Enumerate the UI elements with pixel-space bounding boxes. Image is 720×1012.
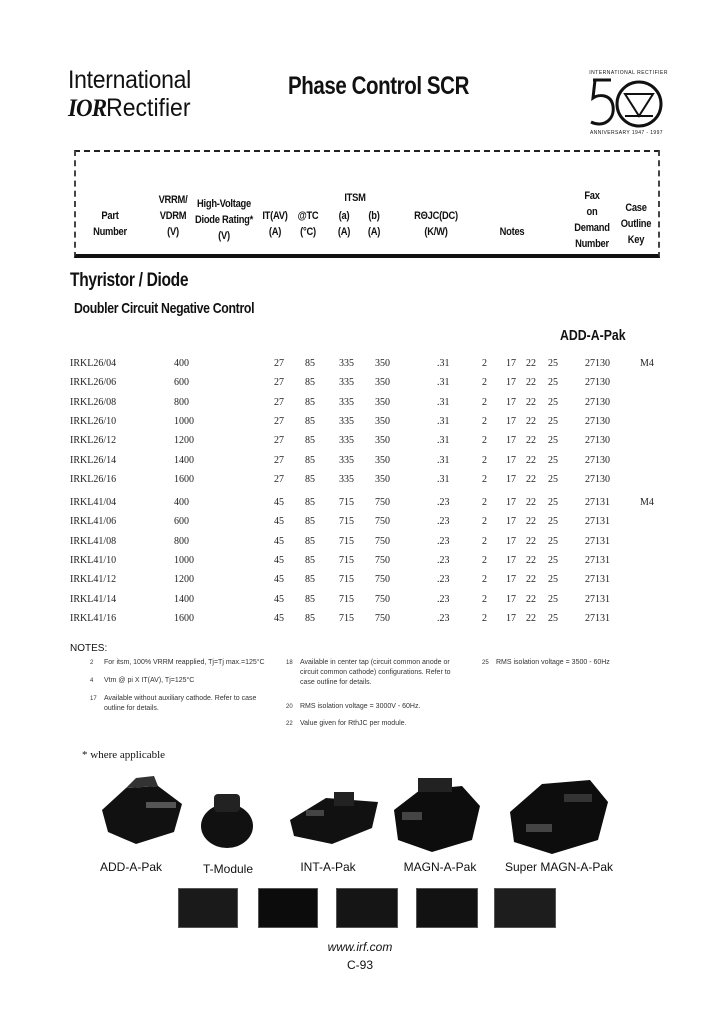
cell-note-ref-1: 2 [482,497,487,508]
cell-itsm-a: 335 [339,377,354,389]
cell-note-ref-1: 2 [482,535,487,547]
int-a-pak-module-image [286,786,382,850]
cell-itsm-b: 350 [375,454,390,466]
cell-note-ref-1: 2 [482,454,487,466]
cell-note-ref-3: 22 [526,612,536,624]
cell-note-ref-3: 22 [526,415,536,427]
cell-tc: 85 [305,593,315,605]
section-subtitle: Doubler Circuit Negative Control [74,300,255,317]
cell-note-ref-2: 17 [506,516,516,528]
cell-it-av: 27 [274,358,284,369]
cell-fax-number: 27131 [585,516,610,528]
col-header-vrrm: VRRM/ VDRM (V) [158,194,188,238]
cell-itsm-a: 335 [339,473,354,485]
cell-itsm-a: 335 [339,415,354,427]
cell-rth-jc: .31 [437,396,450,408]
cell-fax-number: 27130 [585,435,610,447]
product-thumbnail-3 [336,888,398,928]
cell-part-number: IRKL26/08 [70,396,117,408]
cell-fax-number: 27131 [585,535,610,547]
cell-it-av: 45 [274,574,284,586]
cell-fax-number: 27131 [585,497,610,508]
cell-rth-jc: .23 [437,612,450,624]
cell-tc: 85 [305,497,315,508]
cell-tc: 85 [305,415,315,427]
cell-note-ref-4: 25 [548,396,558,408]
cell-itsm-a: 715 [339,516,354,528]
cell-tc: 85 [305,554,315,566]
cell-it-av: 45 [274,535,284,547]
cell-note-ref-3: 22 [526,554,536,566]
cell-part-number: IRKL26/04 [70,358,117,369]
table-row [0,416,720,435]
cell-it-av: 27 [274,415,284,427]
cell-part-number: IRKL41/08 [70,535,117,547]
where-applicable-footnote: * where applicable [82,749,166,761]
cell-note-ref-4: 25 [548,377,558,389]
table-row [0,397,720,416]
cell-note-ref-3: 22 [526,535,536,547]
product-label-magn-a-pak: MAGN-A-Pak [403,860,477,874]
cell-tc: 85 [305,473,315,485]
cell-tc: 85 [305,535,315,547]
cell-note-ref-4: 25 [548,574,558,586]
cell-it-av: 27 [274,396,284,408]
cell-fax-number: 27130 [585,415,610,427]
cell-itsm-b: 750 [375,574,390,586]
footer-website-link[interactable]: www.irf.com [327,940,393,954]
cell-itsm-b: 350 [375,396,390,408]
cell-note-ref-1: 2 [482,358,487,369]
cell-vrrm: 1000 [174,415,194,427]
table-row [0,574,720,593]
cell-tc: 85 [305,454,315,466]
cell-note-ref-4: 25 [548,612,558,624]
cell-note-ref-2: 17 [506,358,516,369]
cell-note-ref-3: 22 [526,574,536,586]
cell-note-ref-2: 17 [506,497,516,508]
table-row [0,516,720,535]
cell-part-number: IRKL41/16 [70,612,117,624]
col-header-hv-diode: High-Voltage Diode Rating* (V) [195,198,253,242]
col-header-part: Part Number [93,210,127,238]
cell-vrrm: 1600 [174,473,194,485]
cell-note-ref-1: 2 [482,593,487,605]
product-thumbnail-4 [416,888,478,928]
cell-fax-number: 27130 [585,396,610,408]
cell-fax-number: 27131 [585,574,610,586]
cell-note-ref-1: 2 [482,574,487,586]
cell-itsm-a: 715 [339,497,354,508]
col-header-tc: @TC (°C) [297,210,319,238]
cell-note-ref-2: 17 [506,612,516,624]
cell-note-ref-3: 22 [526,454,536,466]
anniversary-50-seal-icon [585,66,667,138]
cell-note-ref-2: 17 [506,535,516,547]
cell-itsm-b: 750 [375,535,390,547]
cell-vrrm: 800 [174,396,189,408]
col-header-notes: Notes [499,226,525,238]
cell-note-ref-4: 25 [548,358,558,369]
cell-note-ref-2: 17 [506,554,516,566]
cell-it-av: 27 [274,435,284,447]
cell-part-number: IRKL41/10 [70,554,117,566]
cell-note-ref-4: 25 [548,497,558,508]
cell-part-number: IRKL26/06 [70,377,117,389]
cell-rth-jc: .31 [437,435,450,447]
ior-logo-mark: IOR [68,95,107,122]
cell-note-ref-3: 22 [526,435,536,447]
col-header-itsm-b: (b) (A) [367,210,381,238]
cell-tc: 85 [305,435,315,447]
cell-fax-number: 27131 [585,612,610,624]
super-magn-a-pak-module-image [506,774,612,858]
cell-itsm-b: 350 [375,415,390,427]
t-module-image [196,790,258,852]
cell-note-ref-3: 22 [526,516,536,528]
cell-rth-jc: .31 [437,454,450,466]
cell-note-ref-2: 17 [506,574,516,586]
cell-note-ref-3: 22 [526,473,536,485]
table-row [0,358,720,377]
cell-part-number: IRKL26/12 [70,435,117,447]
cell-note-ref-4: 25 [548,454,558,466]
cell-note-ref-2: 17 [506,396,516,408]
seal-bottom-text: ANNIVERSARY 1947 - 1997 [590,130,663,136]
cell-note-ref-3: 22 [526,593,536,605]
cell-it-av: 45 [274,612,284,624]
cell-note-ref-4: 25 [548,554,558,566]
cell-tc: 85 [305,612,315,624]
table-row [0,435,720,454]
cell-note-ref-4: 25 [548,593,558,605]
cell-note-ref-2: 17 [506,415,516,427]
cell-note-ref-3: 22 [526,377,536,389]
cell-rth-jc: .23 [437,535,450,547]
cell-fax-number: 27131 [585,593,610,605]
product-thumbnail-1 [178,888,238,928]
cell-tc: 85 [305,358,315,369]
cell-tc: 85 [305,574,315,586]
cell-note-ref-1: 2 [482,473,487,485]
cell-itsm-b: 750 [375,516,390,528]
cell-it-av: 27 [274,473,284,485]
table-row [0,555,720,574]
product-thumbnail-2 [258,888,318,928]
company-logo-line2 [68,94,191,123]
cell-vrrm: 600 [174,516,189,528]
cell-tc: 85 [305,516,315,528]
cell-itsm-b: 750 [375,497,390,508]
cell-fax-number: 27131 [585,554,610,566]
cell-it-av: 27 [274,377,284,389]
page-number: C-93 [346,958,373,972]
cell-rth-jc: .23 [437,497,450,508]
cell-it-av: 27 [274,454,284,466]
cell-rth-jc: .23 [437,516,450,528]
cell-itsm-b: 350 [375,473,390,485]
cell-itsm-a: 335 [339,396,354,408]
cell-part-number: IRKL26/10 [70,415,117,427]
cell-itsm-a: 715 [339,535,354,547]
cell-note-ref-4: 25 [548,535,558,547]
cell-note-ref-2: 17 [506,435,516,447]
cell-note-ref-4: 25 [548,415,558,427]
cell-case-key: M4 [640,358,654,369]
magn-a-pak-module-image [388,776,484,856]
cell-rth-jc: .23 [437,554,450,566]
cell-part-number: IRKL41/04 [70,497,117,508]
product-label-super-magn-a-pak: Super MAGN-A-Pak [504,860,614,874]
cell-note-ref-3: 22 [526,358,536,369]
cell-itsm-a: 715 [339,554,354,566]
cell-rth-jc: .23 [437,574,450,586]
cell-itsm-b: 350 [375,435,390,447]
cell-vrrm: 1000 [174,554,194,566]
cell-vrrm: 1200 [174,435,194,447]
cell-note-ref-2: 17 [506,593,516,605]
cell-note-ref-1: 2 [482,516,487,528]
cell-fax-number: 27130 [585,473,610,485]
cell-rth-jc: .23 [437,593,450,605]
cell-itsm-a: 335 [339,454,354,466]
cell-vrrm: 400 [174,358,189,369]
notes-title: NOTES: [70,643,108,654]
cell-part-number: IRKL41/12 [70,574,117,586]
product-label-int-a-pak: INT-A-Pak [300,860,356,874]
col-header-itav: IT(AV) (A) [262,210,288,238]
cell-rth-jc: .31 [437,473,450,485]
cell-vrrm: 1400 [174,454,194,466]
cell-note-ref-4: 25 [548,435,558,447]
table-row [0,455,720,474]
company-logo-rectifier: Rectifier [106,94,191,122]
cell-rth-jc: .31 [437,358,450,369]
cell-itsm-b: 350 [375,358,390,369]
cell-itsm-a: 715 [339,612,354,624]
cell-itsm-a: 715 [339,574,354,586]
cell-vrrm: 1600 [174,612,194,624]
package-label: ADD-A-Pak [560,327,626,344]
cell-note-ref-1: 2 [482,554,487,566]
cell-part-number: IRKL26/14 [70,454,117,466]
document-title: Phase Control SCR [288,72,469,100]
table-row [0,377,720,396]
section-title: Thyristor / Diode [70,270,189,291]
cell-itsm-b: 750 [375,612,390,624]
col-header-rth: RΘJC(DC) (K/W) [414,210,458,238]
cell-vrrm: 1400 [174,593,194,605]
cell-note-ref-1: 2 [482,415,487,427]
cell-part-number: IRKL41/06 [70,516,117,528]
cell-itsm-b: 350 [375,377,390,389]
cell-vrrm: 1200 [174,574,194,586]
cell-vrrm: 600 [174,377,189,389]
add-a-pak-module-image [96,772,190,852]
cell-note-ref-1: 2 [482,377,487,389]
cell-tc: 85 [305,396,315,408]
cell-it-av: 45 [274,497,284,508]
cell-note-ref-1: 2 [482,435,487,447]
cell-itsm-b: 750 [375,593,390,605]
company-logo-line1: International [68,66,192,94]
cell-it-av: 45 [274,593,284,605]
cell-case-key: M4 [640,497,654,508]
cell-note-ref-2: 17 [506,454,516,466]
table-row [0,613,720,632]
product-thumbnail-5 [494,888,556,928]
cell-it-av: 45 [274,516,284,528]
table-row [0,594,720,613]
cell-note-ref-4: 25 [548,516,558,528]
product-label-t-module: T-Module [202,862,254,876]
seal-top-text: INTERNATIONAL RECTIFIER [589,70,668,76]
cell-rth-jc: .31 [437,415,450,427]
cell-fax-number: 27130 [585,358,610,369]
cell-note-ref-2: 17 [506,473,516,485]
cell-vrrm: 800 [174,535,189,547]
col-header-fax: Fax on Demand Number [574,190,610,250]
table-row [0,536,720,555]
table-row [0,497,720,516]
cell-itsm-a: 335 [339,358,354,369]
col-header-itsm-a: (a) (A) [337,210,351,238]
col-header-case: Case Outline Key [620,202,652,246]
cell-fax-number: 27130 [585,454,610,466]
cell-note-ref-4: 25 [548,473,558,485]
cell-rth-jc: .31 [437,377,450,389]
cell-tc: 85 [305,377,315,389]
cell-itsm-a: 715 [339,593,354,605]
cell-it-av: 45 [274,554,284,566]
cell-vrrm: 400 [174,497,189,508]
cell-note-ref-2: 17 [506,377,516,389]
cell-note-ref-1: 2 [482,396,487,408]
cell-note-ref-1: 2 [482,612,487,624]
cell-itsm-a: 335 [339,435,354,447]
cell-note-ref-3: 22 [526,497,536,508]
cell-fax-number: 27130 [585,377,610,389]
col-header-itsm: ITSM [344,192,366,204]
table-row [0,474,720,493]
cell-part-number: IRKL26/16 [70,473,117,485]
cell-itsm-b: 750 [375,554,390,566]
cell-note-ref-3: 22 [526,396,536,408]
cell-part-number: IRKL41/14 [70,593,117,605]
product-label-add-a-pak: ADD-A-Pak [99,860,162,874]
